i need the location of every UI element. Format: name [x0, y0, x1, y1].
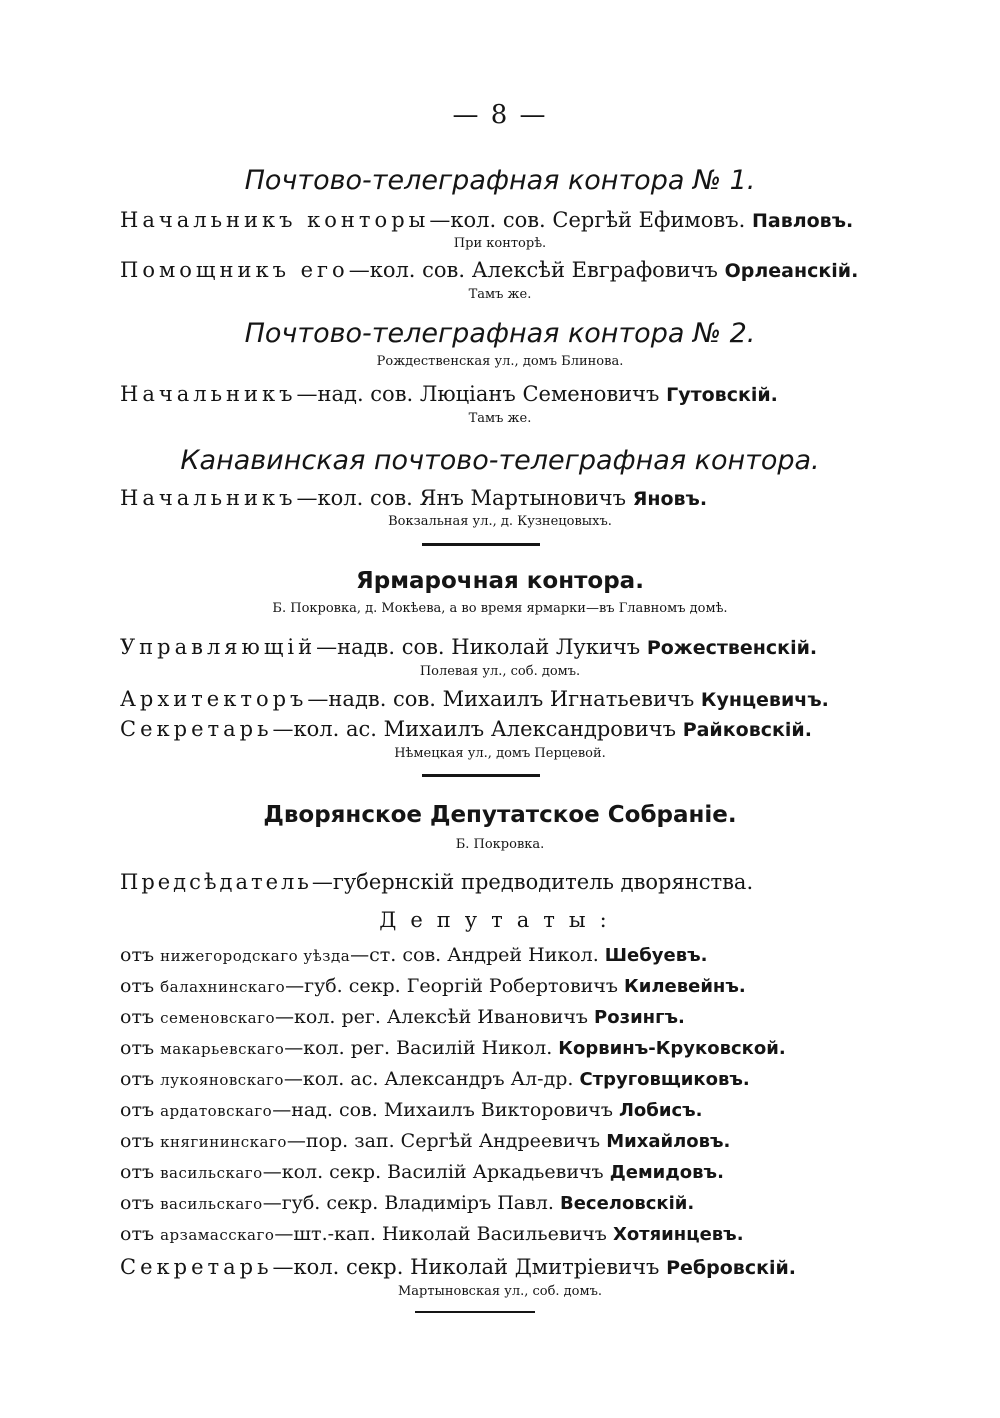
section-title-assembly: Дворянское Депутатское Собраніе.: [263, 802, 737, 828]
entry-office1-chief: [120, 208, 880, 232]
surname: Орлеанскій.: [724, 260, 859, 282]
surname: Гутовскій.: [666, 384, 778, 406]
entry-text: —кол. секр. Николай Дмитріевичъ: [272, 1255, 660, 1279]
surname: Розингъ.: [594, 1007, 685, 1028]
deputy-row: [120, 975, 880, 997]
section-address: Рождественская ул., домъ Блинова.: [376, 354, 624, 369]
deputy-prefix: отъ: [120, 1037, 155, 1059]
surname: Лобисъ.: [618, 1100, 703, 1121]
deputy-district: васильскаго: [160, 1164, 263, 1182]
deputy-prefix: отъ: [120, 1099, 155, 1121]
deputy-prefix: отъ: [120, 1130, 155, 1152]
role-label: Начальникъ: [120, 486, 297, 510]
section-address: Б. Покровка, д. Мокѣева, а во время ярмарки—въ Главномъ домѣ.: [272, 601, 728, 616]
address-note: При конторѣ.: [453, 236, 547, 251]
entry-text: —кол. сов. Сергѣй Ефимовъ.: [429, 208, 746, 232]
deputy-prefix: отъ: [120, 944, 155, 966]
deputy-district: макарьевскаго: [160, 1040, 285, 1058]
deputy-prefix: отъ: [120, 975, 155, 997]
deputy-prefix: отъ: [120, 1192, 155, 1214]
deputy-rank-name: —кол. рег. Алексѣй Ивановичъ: [275, 1006, 588, 1028]
entry-fair-architect: [120, 687, 880, 711]
address-note: Мартыновская ул., соб. домъ.: [397, 1284, 603, 1299]
address-note: Нѣмецкая ул., домъ Перцевой.: [394, 746, 606, 761]
surname: Струговщиковъ.: [579, 1069, 750, 1090]
deputy-prefix: отъ: [120, 1161, 155, 1183]
deputy-row: [120, 1006, 880, 1028]
deputy-prefix: отъ: [120, 1006, 155, 1028]
surname: Михайловъ.: [606, 1131, 731, 1152]
deputy-district: ардатовскаго: [160, 1102, 273, 1120]
deputy-row: [120, 1192, 880, 1214]
deputy-row: [120, 1130, 880, 1152]
surname: Рожественскій.: [646, 637, 818, 659]
entry-text: —надв. сов. Михаилъ Игнатьевичъ: [307, 687, 695, 711]
section-title-office-1: Почтово-телеграфная контора № 1.: [244, 165, 756, 196]
role-label: Начальникъ конторы: [120, 208, 430, 232]
section-divider: [422, 543, 540, 546]
deputy-rank-name: —ст. сов. Андрей Никол.: [350, 944, 599, 966]
section-title-kanavino-office: Канавинская почтово-телеграфная контора.: [180, 445, 820, 476]
deputy-rank-name: —над. сов. Михаилъ Викторовичъ: [272, 1099, 613, 1121]
deputy-district: балахнинскаго: [160, 978, 286, 996]
surname: Корвинъ-Круковской.: [558, 1038, 786, 1059]
section-divider: [415, 1311, 535, 1313]
entry-text: —надв. сов. Николай Лукичъ: [316, 635, 641, 659]
entry-office1-assistant: [120, 258, 880, 282]
entry-office2-chief: [120, 382, 880, 406]
surname: Хотяинцевъ.: [612, 1224, 744, 1245]
deputy-row: [120, 1037, 880, 1059]
deputy-rank-name: —пор. зап. Сергѣй Андреевичъ: [286, 1130, 601, 1152]
address-note: Полевая ул., соб. домъ.: [419, 664, 581, 679]
surname: Райковскій.: [682, 719, 812, 741]
deputy-rank-name: —кол. секр. Василій Аркадьевичъ: [262, 1161, 604, 1183]
deputy-row: [120, 944, 880, 966]
deputy-rank-name: —губ. секр. Владиміръ Павл.: [262, 1192, 554, 1214]
deputies-heading: Депутаты:: [379, 908, 621, 932]
deputy-prefix: отъ: [120, 1223, 155, 1245]
deputy-district: княгининскаго: [160, 1133, 287, 1151]
deputy-district: лукояновскаго: [160, 1071, 284, 1089]
deputy-rank-name: —губ. секр. Георгій Робертовичъ: [285, 975, 618, 997]
role-label: Секретарь: [120, 1255, 273, 1279]
surname: Павловъ.: [751, 210, 854, 232]
role-label: Управляющій: [120, 635, 317, 659]
entry-fair-secretary: [120, 717, 880, 741]
deputy-prefix: отъ: [120, 1068, 155, 1090]
role-label: Секретарь: [120, 717, 273, 741]
deputy-district: семеновскаго: [160, 1009, 275, 1027]
deputy-row: [120, 1161, 880, 1183]
entry-text: —губернскій предводитель дворянства.: [311, 870, 754, 894]
entry-assembly-secretary: [120, 1255, 880, 1279]
section-title-fair-office: Ярмарочная контора.: [356, 568, 644, 594]
role-label: Предсѣдатель: [120, 870, 312, 894]
deputy-rank-name: —кол. рег. Василій Никол.: [284, 1037, 553, 1059]
surname: Демидовъ.: [609, 1162, 724, 1183]
surname: Веселовскій.: [559, 1193, 695, 1214]
surname: Яновъ.: [632, 488, 708, 510]
address-note: Тамъ же.: [468, 411, 532, 426]
deputy-row: [120, 1099, 880, 1121]
deputy-rank-name: —шт.-кап. Николай Васильевичъ: [274, 1223, 607, 1245]
section-address: Б. Покровка.: [455, 837, 545, 852]
page-number: — 8 —: [452, 100, 548, 130]
surname: Шебуевъ.: [604, 945, 708, 966]
entry-office3-chief: [120, 486, 880, 510]
deputy-row: [120, 1223, 880, 1245]
address-note: Вокзальная ул., д. Кузнецовыхъ.: [388, 514, 612, 529]
surname: Ребровскій.: [666, 1257, 797, 1279]
entry-text: —над. сов. Люціанъ Семеновичъ: [296, 382, 660, 406]
entry-text: —кол. ас. Михаилъ Александровичъ: [272, 717, 676, 741]
section-title-office-2: Почтово-телеграфная контора № 2.: [244, 318, 756, 349]
deputy-district: васильскаго: [160, 1195, 263, 1213]
section-divider: [422, 774, 540, 777]
role-label: Помощникъ его: [120, 258, 349, 282]
address-note: Тамъ же.: [468, 287, 532, 302]
surname: Кунцевичъ.: [700, 689, 829, 711]
deputy-district: нижегородскаго уѣзда: [160, 947, 351, 965]
deputy-rank-name: —кол. ас. Александръ Ал-др.: [283, 1068, 574, 1090]
entry-fair-manager: [120, 635, 880, 659]
entry-text: —кол. сов. Янъ Мартыновичъ: [296, 486, 627, 510]
role-label: Начальникъ: [120, 382, 297, 406]
surname: Килевейнъ.: [624, 976, 746, 997]
entry-assembly-chair: [120, 870, 880, 894]
role-label: Архитекторъ: [120, 687, 308, 711]
entry-text: —кол. сов. Алексѣй Евграфовичъ: [348, 258, 718, 282]
deputy-row: [120, 1068, 880, 1090]
deputy-district: арзамасскаго: [160, 1226, 275, 1244]
